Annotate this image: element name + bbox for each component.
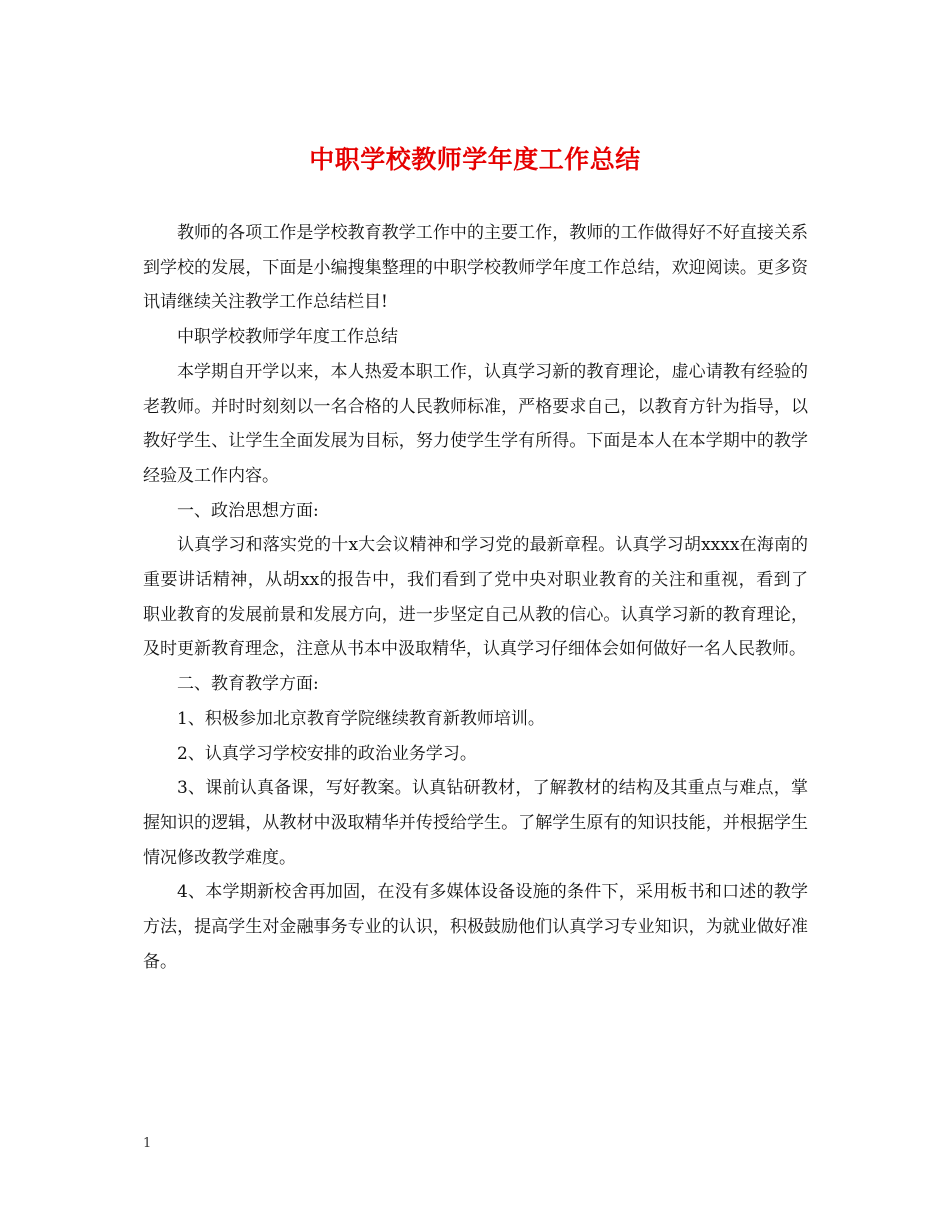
paragraph-political: 认真学习和落实党的十x大会议精神和学习党的最新章程。认真学习胡xxxx在海南的重要讲话精神，从胡xx的报告中，我们看到了党中央对职业教育的关注和重视，看到了职业教育的发展前景和发展方向，进一步坚定自己从教的信心。认真学习新的教育理论，及时更新教育理念，注意从书本中汲取精华，认真学习仔细体会如何做好一名人民教师。: [143, 535, 808, 660]
list-item-methods: 4、本学期新校舍再加固，在没有多媒体设备设施的条件下，采用板书和口述的教学方法，提高学生对金融事务专业的认识，积极鼓励他们认真学习专业知识，为就业做好准备。: [143, 882, 808, 972]
section-heading-political: 一、政治思想方面:: [177, 500, 319, 521]
paragraph-subtitle: 中职学校教师学年度工作总结: [177, 327, 398, 348]
paragraph-intro: 教师的各项工作是学校教育教学工作中的主要工作，教师的工作做得好不好直接关系到学校的发展，下面是小编搜集整理的中职学校教师学年度工作总结，欢迎阅读。更多资讯请继续关注教学工作总结栏目!: [143, 223, 808, 313]
list-item-study: 2、认真学习学校安排的政治业务学习。: [177, 743, 477, 764]
document-body: [143, 216, 808, 979]
page-number: 1: [143, 1136, 152, 1151]
document-title: 中职学校教师学年度工作总结: [309, 145, 641, 174]
paragraph-overview: 本学期自开学以来，本人热爱本职工作，认真学习新的教育理论，虚心请教有经验的老教师。并时时刻刻以一名合格的人民教师标准，严格要求自己，以教育方针为指导，以教好学生、让学生全面发展为目标，努力使学生学有所得。下面是本人在本学期中的教学经验及工作内容。: [143, 361, 808, 486]
list-item-preparation: 3、课前认真备课，写好教案。认真钻研教材，了解教材的结构及其重点与难点，掌握知识的逻辑，从教材中汲取精华并传授给学生。了解学生原有的知识技能，并根据学生情况修改教学难度。: [143, 778, 808, 868]
section-heading-teaching: 二、教育教学方面:: [177, 674, 319, 695]
list-item-training: 1、积极参加北京教育学院继续教育新教师培训。: [177, 708, 545, 729]
